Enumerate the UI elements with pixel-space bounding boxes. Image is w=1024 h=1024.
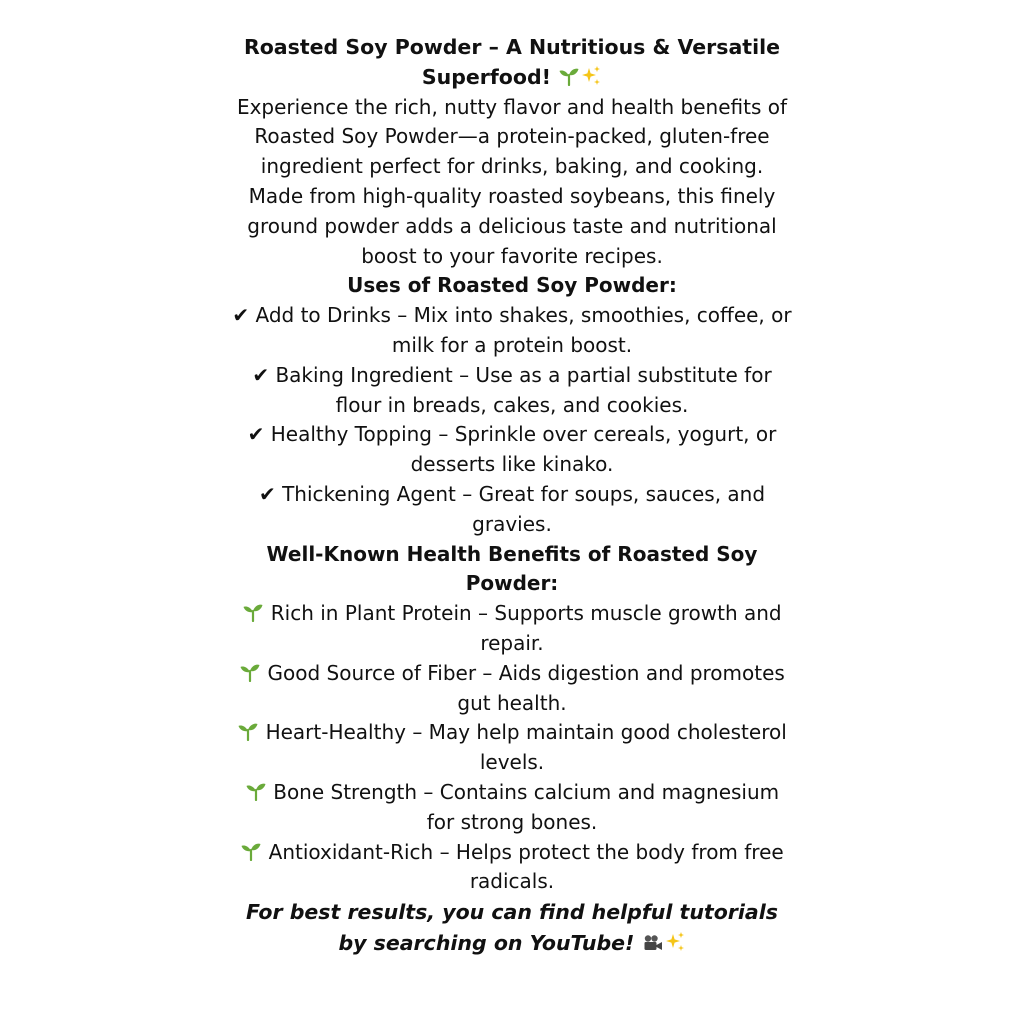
footer-text: For best results, you can find helpful tutorials by searching on YouTube! (245, 900, 778, 956)
seedling-icon (239, 662, 261, 682)
sparkles-icon (580, 65, 602, 87)
use-item-text: Baking Ingredient – Use as a partial substitute for flour in breads, cakes, and cookies. (275, 362, 772, 417)
intro-paragraph: Experience the rich, nutty flavor and health benefits of Roasted Soy Powder—a protein-packed, gluten-free ingredient perfect for drinks, baking, and cooking. Made from high-quality roasted soybeans, this finely ground powder adds a delicious taste and nutritional boost to your favorite recipes. (236, 94, 788, 268)
seedling-icon (245, 781, 267, 801)
benefit-item-text: Bone Strength – Contains calcium and magnesium for strong bones. (273, 779, 780, 834)
movie-camera-icon (642, 934, 664, 952)
title-text: Roasted Soy Powder – A Nutritious & Versatile Superfood! (243, 35, 781, 89)
use-item-text: Thickening Agent – Great for soups, sauces, and gravies. (282, 481, 766, 536)
benefit-item (232, 778, 792, 838)
benefit-item-text: Rich in Plant Protein – Supports muscle growth and repair. (270, 601, 782, 655)
seedling-icon (558, 66, 580, 86)
use-item (232, 480, 792, 540)
uses-heading: Uses of Roasted Soy Powder: (347, 273, 677, 298)
benefit-item (232, 599, 792, 659)
use-item (232, 420, 792, 480)
use-item (232, 301, 792, 361)
footer-note (232, 897, 792, 959)
check-mark-icon: ✔ (247, 422, 265, 447)
content-column (232, 33, 792, 959)
check-mark-icon: ✔ (232, 303, 250, 328)
seedling-icon (237, 721, 259, 741)
title (232, 33, 792, 93)
check-mark-icon: ✔ (258, 481, 276, 506)
seedling-icon (240, 841, 262, 861)
benefit-item (232, 718, 792, 778)
benefit-item (232, 659, 792, 719)
benefit-item (232, 838, 792, 898)
benefits-heading: Well-Known Health Benefits of Roasted Soy Powder: (266, 541, 758, 596)
benefit-item-text: Good Source of Fiber – Aids digestion and promotes gut health. (267, 660, 785, 715)
use-item-text: Healthy Topping – Sprinkle over cereals, yogurt, or desserts like kinako. (270, 422, 777, 477)
use-item (232, 361, 792, 421)
seedling-icon (242, 602, 264, 622)
check-mark-icon: ✔ (252, 362, 270, 387)
benefit-item-text: Heart-Healthy – May help maintain good cholesterol levels. (265, 720, 787, 775)
benefit-item-text: Antioxidant-Rich – Helps protect the body from free radicals. (268, 839, 784, 894)
use-item-text: Add to Drinks – Mix into shakes, smoothies, coffee, or milk for a protein boost. (255, 303, 792, 357)
sparkles-icon (664, 931, 686, 953)
